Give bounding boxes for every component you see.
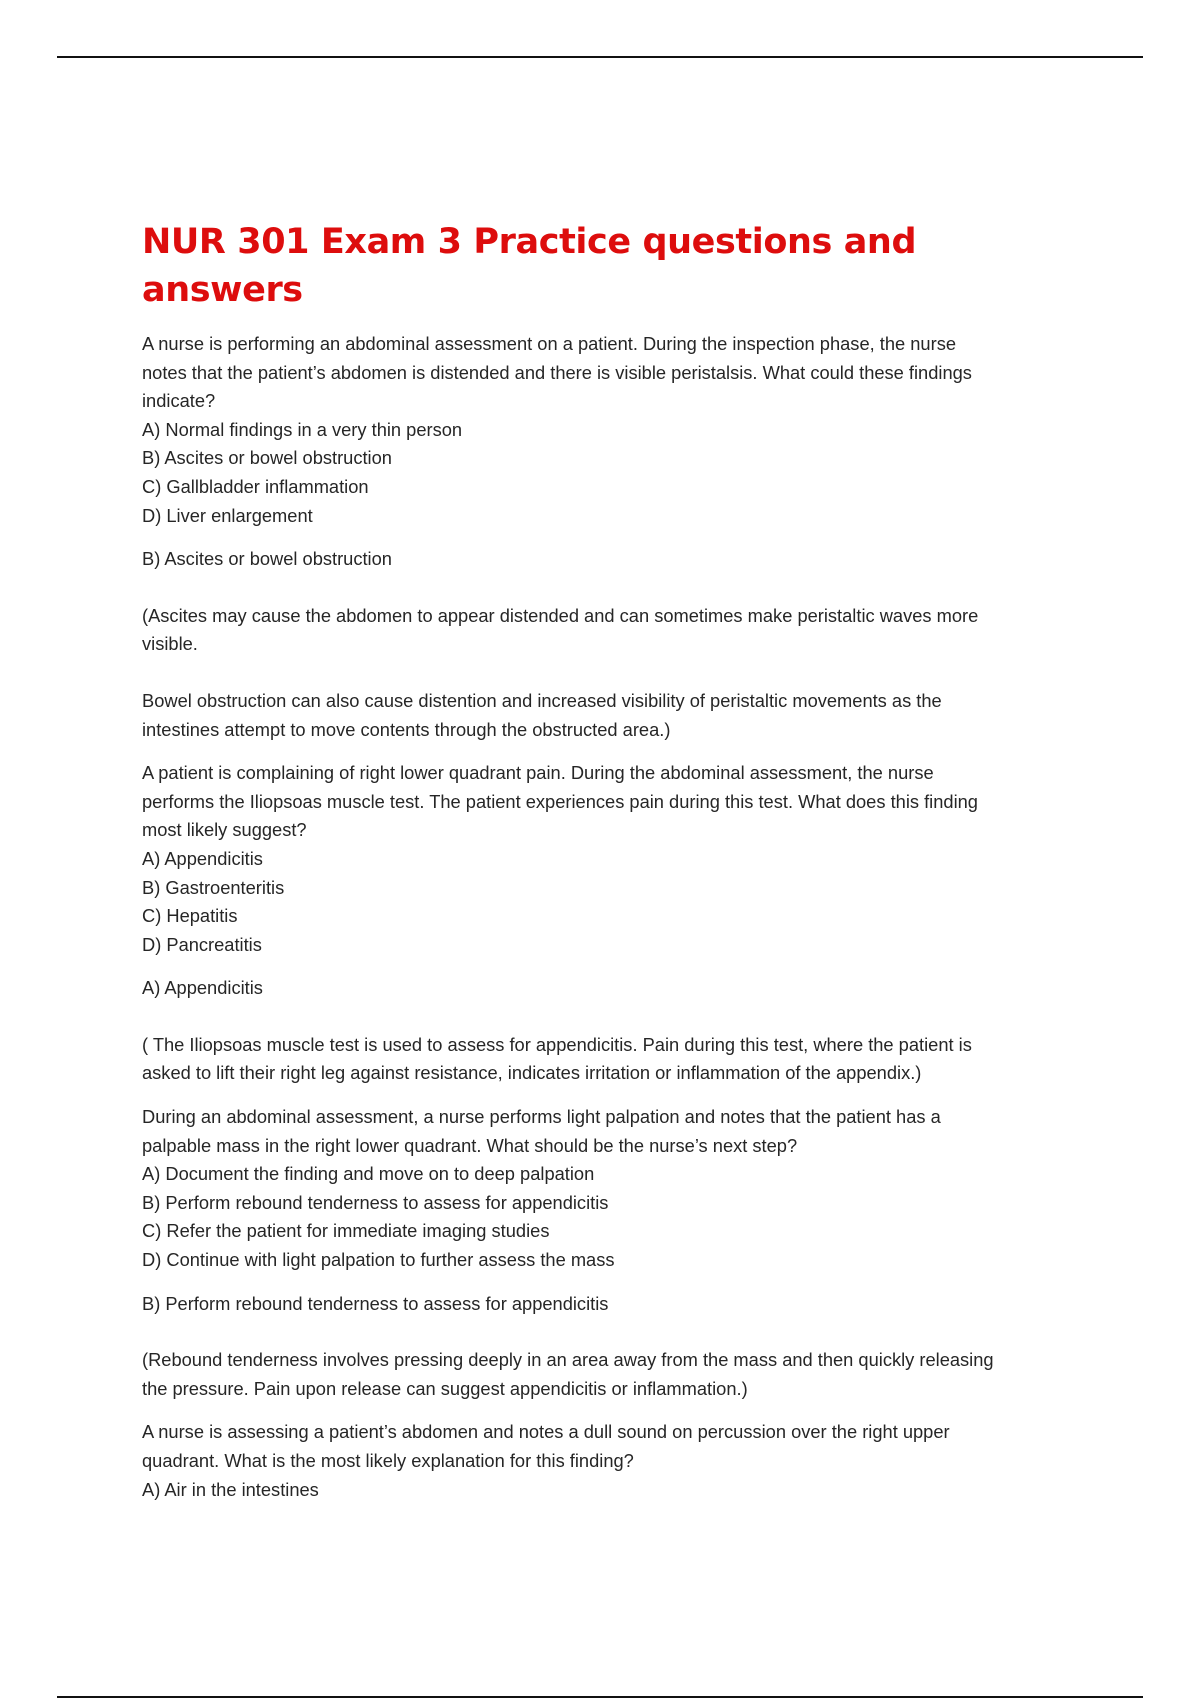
document-body [142, 218, 1062, 1504]
answer-option: B) Ascites or bowel obstruction [142, 447, 392, 469]
explanation-line: (Ascites may cause the abdomen to appear distended and can sometimes make peristaltic waves more [142, 604, 979, 626]
explanation-line: asked to lift their right leg against resistance, indicates irritation or inflammation of the appendix.) [142, 1062, 922, 1084]
correct-answer: A) Appendicitis [142, 977, 263, 999]
question-3 [142, 1103, 1062, 1403]
question-text-line: indicate? [142, 390, 216, 412]
answer-option: D) Liver enlargement [142, 504, 313, 526]
explanation-line: visible. [142, 633, 198, 655]
question-1 [142, 330, 1062, 744]
explanation-line: ( The Iliopsoas muscle test is used to assess for appendicitis. Pain during this test, where the patient is [142, 1033, 972, 1055]
explanation-line: intestines attempt to move contents through the obstructed area.) [142, 718, 671, 740]
correct-answer: B) Ascites or bowel obstruction [142, 548, 392, 570]
question-text-line: quadrant. What is the most likely explanation for this finding? [142, 1450, 634, 1471]
answer-option: D) Pancreatitis [142, 933, 262, 955]
question-text-line: A patient is complaining of right lower quadrant pain. During the abdominal assessment, the nurse [142, 762, 934, 784]
answer-option: A) Normal findings in a very thin person [142, 418, 463, 440]
footer-rule [57, 1696, 1143, 1698]
answer-option: A) Appendicitis [142, 847, 263, 869]
explanation-line: Bowel obstruction can also cause distention and increased visibility of peristaltic movements as the [142, 689, 942, 711]
answer-option: C) Refer the patient for immediate imaging studies [142, 1220, 550, 1242]
answer-option: C) Hepatitis [142, 905, 238, 927]
answer-option: B) Gastroenteritis [142, 876, 285, 898]
question-text-line: performs the Iliopsoas muscle test. The patient experiences pain during this test. What does this finding [142, 790, 978, 812]
question-text-line: palpable mass in the right lower quadrant. What should be the nurse’s next step? [142, 1134, 798, 1156]
answer-option: A) Document the finding and move on to deep palpation [142, 1163, 595, 1185]
explanation-line: the pressure. Pain upon release can suggest appendicitis or inflammation.) [142, 1377, 748, 1399]
question-text-line: A nurse is assessing a patient’s abdomen and notes a dull sound on percussion over the right upper [142, 1421, 950, 1443]
question-text-line: A nurse is performing an abdominal assessment on a patient. During the inspection phase, the nurse [142, 333, 956, 354]
question-4 [142, 1418, 1062, 1504]
header-rule [57, 56, 1143, 58]
page-title: NUR 301 Exam 3 Practice questions and answers [142, 222, 917, 310]
question-text-line: During an abdominal assessment, a nurse performs light palpation and notes that the patient has a [142, 1106, 941, 1128]
explanation-line: (Rebound tenderness involves pressing deeply in an area away from the mass and then quickly releasing [142, 1349, 994, 1371]
correct-answer: B) Perform rebound tenderness to assess for appendicitis [142, 1292, 609, 1314]
question-text-line: most likely suggest? [142, 819, 307, 841]
answer-option: C) Gallbladder inflammation [142, 475, 369, 497]
answer-option: B) Perform rebound tenderness to assess for appendicitis [142, 1191, 609, 1213]
answer-option: D) Continue with light palpation to further assess the mass [142, 1249, 615, 1271]
question-2 [142, 759, 1062, 1088]
question-text-line: notes that the patient’s abdomen is distended and there is visible peristalsis. What could these findings [142, 361, 972, 383]
answer-option: A) Air in the intestines [142, 1478, 319, 1500]
